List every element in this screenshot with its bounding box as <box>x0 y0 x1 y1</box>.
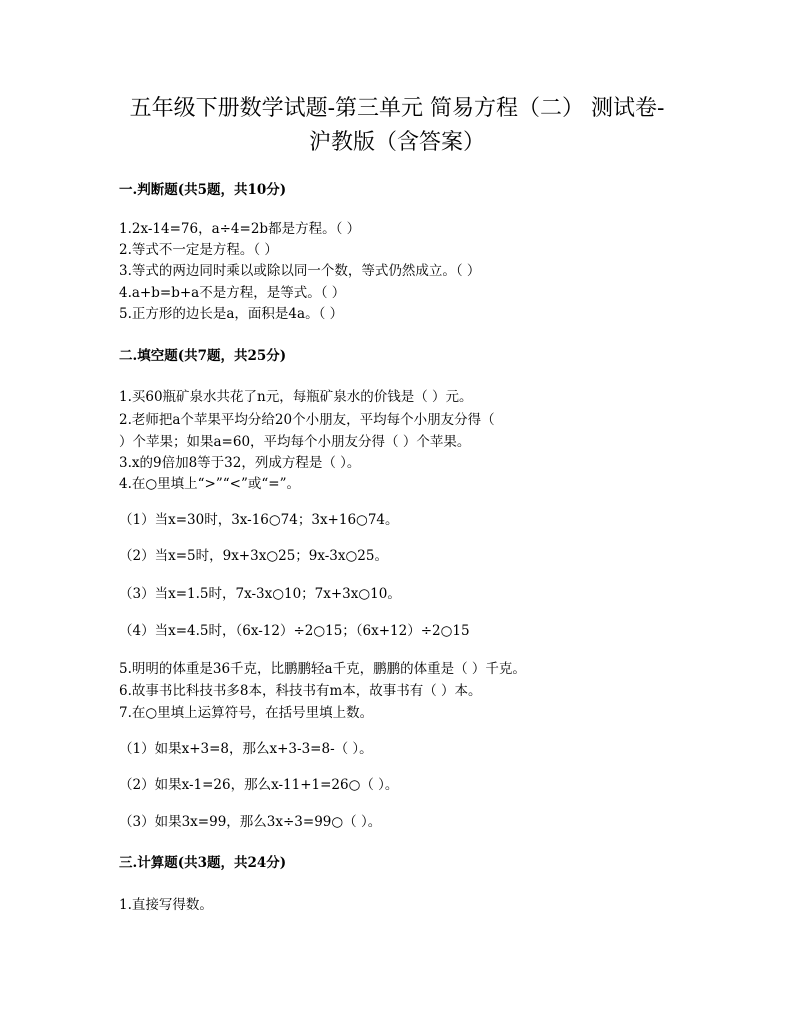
question-item: 1.直接写得数。 <box>119 897 213 913</box>
section-heading-calculation: 三.计算题(共3题，共24分) <box>119 855 287 871</box>
document-title-line1: 五年级下册数学试题-第三单元 简易方程（二） 测试卷- <box>129 96 665 121</box>
question-item-continued: ）个苹果；如果a=60，平均每个小朋友分得（ ）个苹果。 <box>119 434 471 450</box>
section-heading-fill-blank: 二.填空题(共7题，共25分) <box>119 348 287 364</box>
question-item: 7.在○里填上运算符号，在括号里填上数。 <box>119 705 374 721</box>
question-item: 6.故事书比科技书多8本，科技书有m本，故事书有（ ）本。 <box>119 683 482 699</box>
question-item: 1.买60瓶矿泉水共花了n元，每瓶矿泉水的价钱是（ ）元。 <box>119 389 473 405</box>
question-item: 3.等式的两边同时乘以或除以同一个数，等式仍然成立。（ ） <box>119 263 481 279</box>
sub-question-item: （2）如果x-1=26，那么x-11+1=26○（ ）。 <box>119 777 399 793</box>
question-item: 5.正方形的边长是a，面积是4a。（ ） <box>119 306 344 322</box>
section-heading-judgment: 一.判断题(共5题，共10分) <box>119 182 287 198</box>
question-item: 1.2x-14=76，a÷4=2b都是方程。（ ） <box>119 221 361 237</box>
document-title-line2: 沪教版（含答案） <box>308 130 485 155</box>
question-item: 2.等式不一定是方程。（ ） <box>119 242 278 258</box>
question-item: 3.x的9倍加8等于32，列成方程是（ ）。 <box>119 455 361 471</box>
sub-question-item: （2）当x=5时，9x+3x○25；9x-3x○25。 <box>119 548 388 564</box>
question-item: 5.明明的体重是36千克，比鹏鹏轻a千克，鹏鹏的体重是（ ）千克。 <box>119 661 526 677</box>
question-item: 4.在○里填上“>”“<”或“=”。 <box>119 476 301 492</box>
question-item: 4.a+b=b+a不是方程，是等式。（ ） <box>119 285 346 301</box>
sub-question-item: （4）当x=4.5时，（6x-12）÷2○15；（6x+12）÷2○15 <box>119 623 470 639</box>
sub-question-item: （3）当x=1.5时，7x-3x○10；7x+3x○10。 <box>119 586 401 602</box>
question-item: 2.老师把a个苹果平均分给20个小朋友，平均每个小朋友分得（ <box>119 412 495 428</box>
sub-question-item: （3）如果3x=99，那么3x÷3=99○（ ）。 <box>119 814 382 830</box>
sub-question-item: （1）当x=30时，3x-16○74；3x+16○74。 <box>119 512 399 528</box>
sub-question-item: （1）如果x+3=8，那么x+3-3=8-（ ）。 <box>119 741 373 757</box>
